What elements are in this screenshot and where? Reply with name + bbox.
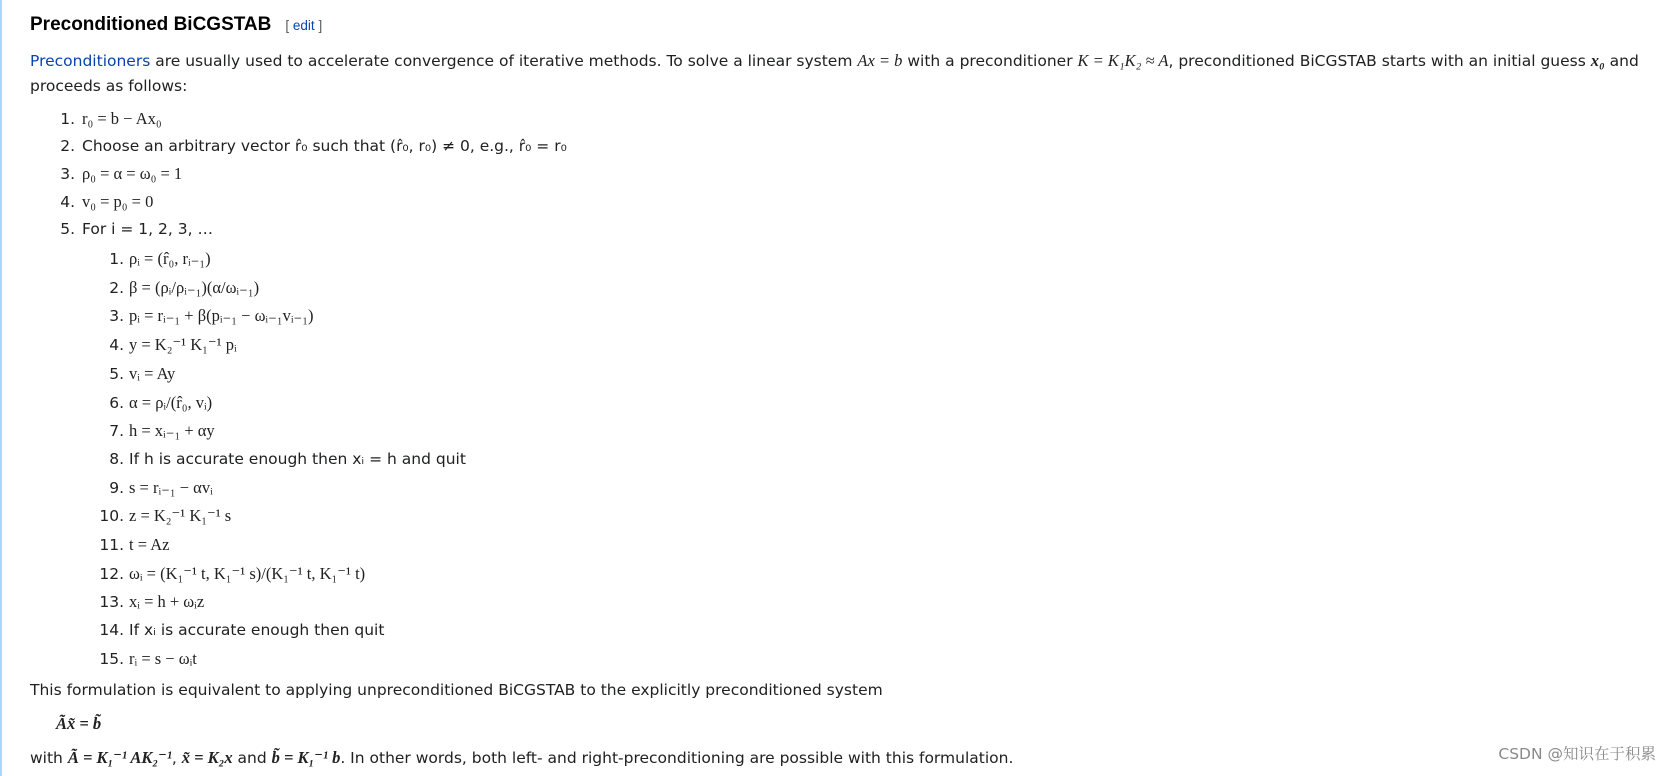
loop-substeps xyxy=(82,245,1650,674)
algorithm-steps xyxy=(30,105,1650,674)
equation-initial-guess: x₀ xyxy=(1590,51,1605,70)
substep-item: 6. α = ρᵢ/(r̂₀, vᵢ) xyxy=(129,389,1650,418)
step-item: 2. Choose an arbitrary vector r̂₀ such that (r̂₀, r₀) ≠ 0, e.g., r̂₀ = r₀ xyxy=(80,133,1650,160)
equation-a-tilde: Ã = K₁⁻¹ AK₂⁻¹ xyxy=(67,747,172,767)
substep-item: 2. β = (ρᵢ/ρᵢ₋₁)(α/ωᵢ₋₁) xyxy=(129,274,1650,303)
substep-item: 7. h = xᵢ₋₁ + αy xyxy=(129,417,1650,446)
substep-item: 5. vᵢ = Ay xyxy=(129,360,1650,389)
closing-paragraph: with Ã = K₁⁻¹ AK₂⁻¹, x̃ = K₂x and b̃ = K₁⁻¹ b. In other words, both left- and right-preconditioning are possible with this formulation. xyxy=(30,747,1014,767)
substep-item: 15. rᵢ = s − ωᵢt xyxy=(129,645,1650,674)
equation-linear-system: Ax = b xyxy=(857,51,903,70)
substep-item: 11. t = Az xyxy=(129,531,1650,560)
equation-x-tilde: x̃ = K₂x xyxy=(181,747,233,767)
csdn-watermark: CSDN @知识在于积累 xyxy=(1498,745,1656,763)
step-item: 4. v₀ = p₀ = 0 xyxy=(80,188,1650,216)
step-item: 3. ρ₀ = α = ω₀ = 1 xyxy=(80,160,1650,188)
substep-item: 13. xᵢ = h + ωᵢz xyxy=(129,588,1650,617)
substep-item: 3. pᵢ = rᵢ₋₁ + β(pᵢ₋₁ − ωᵢ₋₁vᵢ₋₁) xyxy=(129,302,1650,331)
step-item: 5. For i = 1, 2, 3, … 1. ρᵢ = (r̂₀, rᵢ₋₁) 2. β = (ρᵢ/ρᵢ₋₁)(α/ωᵢ₋₁) 3. pᵢ = rᵢ₋₁ + β(pᵢ₋₁ − ωᵢ₋₁vᵢ₋₁) 4. y = K₂⁻¹ K₁⁻¹ pᵢ 5. vᵢ = Ay 6. α = ρᵢ/(r̂₀, vᵢ) 7. h = xᵢ₋₁ + αy 8. If h is accurate enough then xᵢ = h and quit 9. s = rᵢ₋₁ − αvᵢ 10. z = K₂⁻¹ K₁⁻¹ s 11. t = Az 12. ωᵢ = (K₁⁻¹ t, K₁⁻¹ s)/(K₁⁻¹ t, K₁⁻¹ t) 13. xᵢ = h + ωᵢz 14. If xᵢ is accurate enough then quit 15. rᵢ = s − ωᵢt xyxy=(80,216,1650,674)
equivalence-paragraph: This formulation is equivalent to applying unpreconditioned BiCGSTAB to the explicitly preconditioned system xyxy=(30,680,883,699)
substep-item: 10. z = K₂⁻¹ K₁⁻¹ s xyxy=(129,502,1650,531)
preconditioners-link[interactable]: Preconditioners xyxy=(30,52,151,70)
preconditioned-system-equation: Ãx̃ = b̃ xyxy=(56,713,102,733)
section-title: Preconditioned BiCGSTAB xyxy=(30,14,272,35)
substep-item: 8. If h is accurate enough then xᵢ = h and quit xyxy=(129,446,1650,474)
substep-item: 14. If xᵢ is accurate enough then quit xyxy=(129,617,1650,645)
intro-paragraph: Preconditioners are usually used to accelerate convergence of iterative methods. To solve a linear system Ax = b with a preconditioner K = K₁K₂ ≈ A, preconditioned BiCGSTAB starts with an initial guess x₀ and proceeds as follows: xyxy=(30,51,1639,95)
article-section xyxy=(30,14,1650,771)
substep-item: 12. ωᵢ = (K₁⁻¹ t, K₁⁻¹ s)/(K₁⁻¹ t, K₁⁻¹ t) xyxy=(129,560,1650,589)
equation-preconditioner: K = K₁K₂ ≈ A xyxy=(1077,51,1169,70)
substep-item: 1. ρᵢ = (r̂₀, rᵢ₋₁) xyxy=(129,245,1650,274)
edit-link[interactable]: edit xyxy=(292,18,315,33)
content-left-border xyxy=(0,0,2,776)
substep-item: 4. y = K₂⁻¹ K₁⁻¹ pᵢ xyxy=(129,331,1650,360)
step-item: 1. r₀ = b − Ax₀ xyxy=(80,105,1650,133)
section-heading xyxy=(30,14,1650,36)
equation-b-tilde: b̃ = K₁⁻¹ b xyxy=(271,747,341,767)
substep-item: 9. s = rᵢ₋₁ − αvᵢ xyxy=(129,474,1650,503)
edit-section: [ edit ] xyxy=(285,18,323,33)
